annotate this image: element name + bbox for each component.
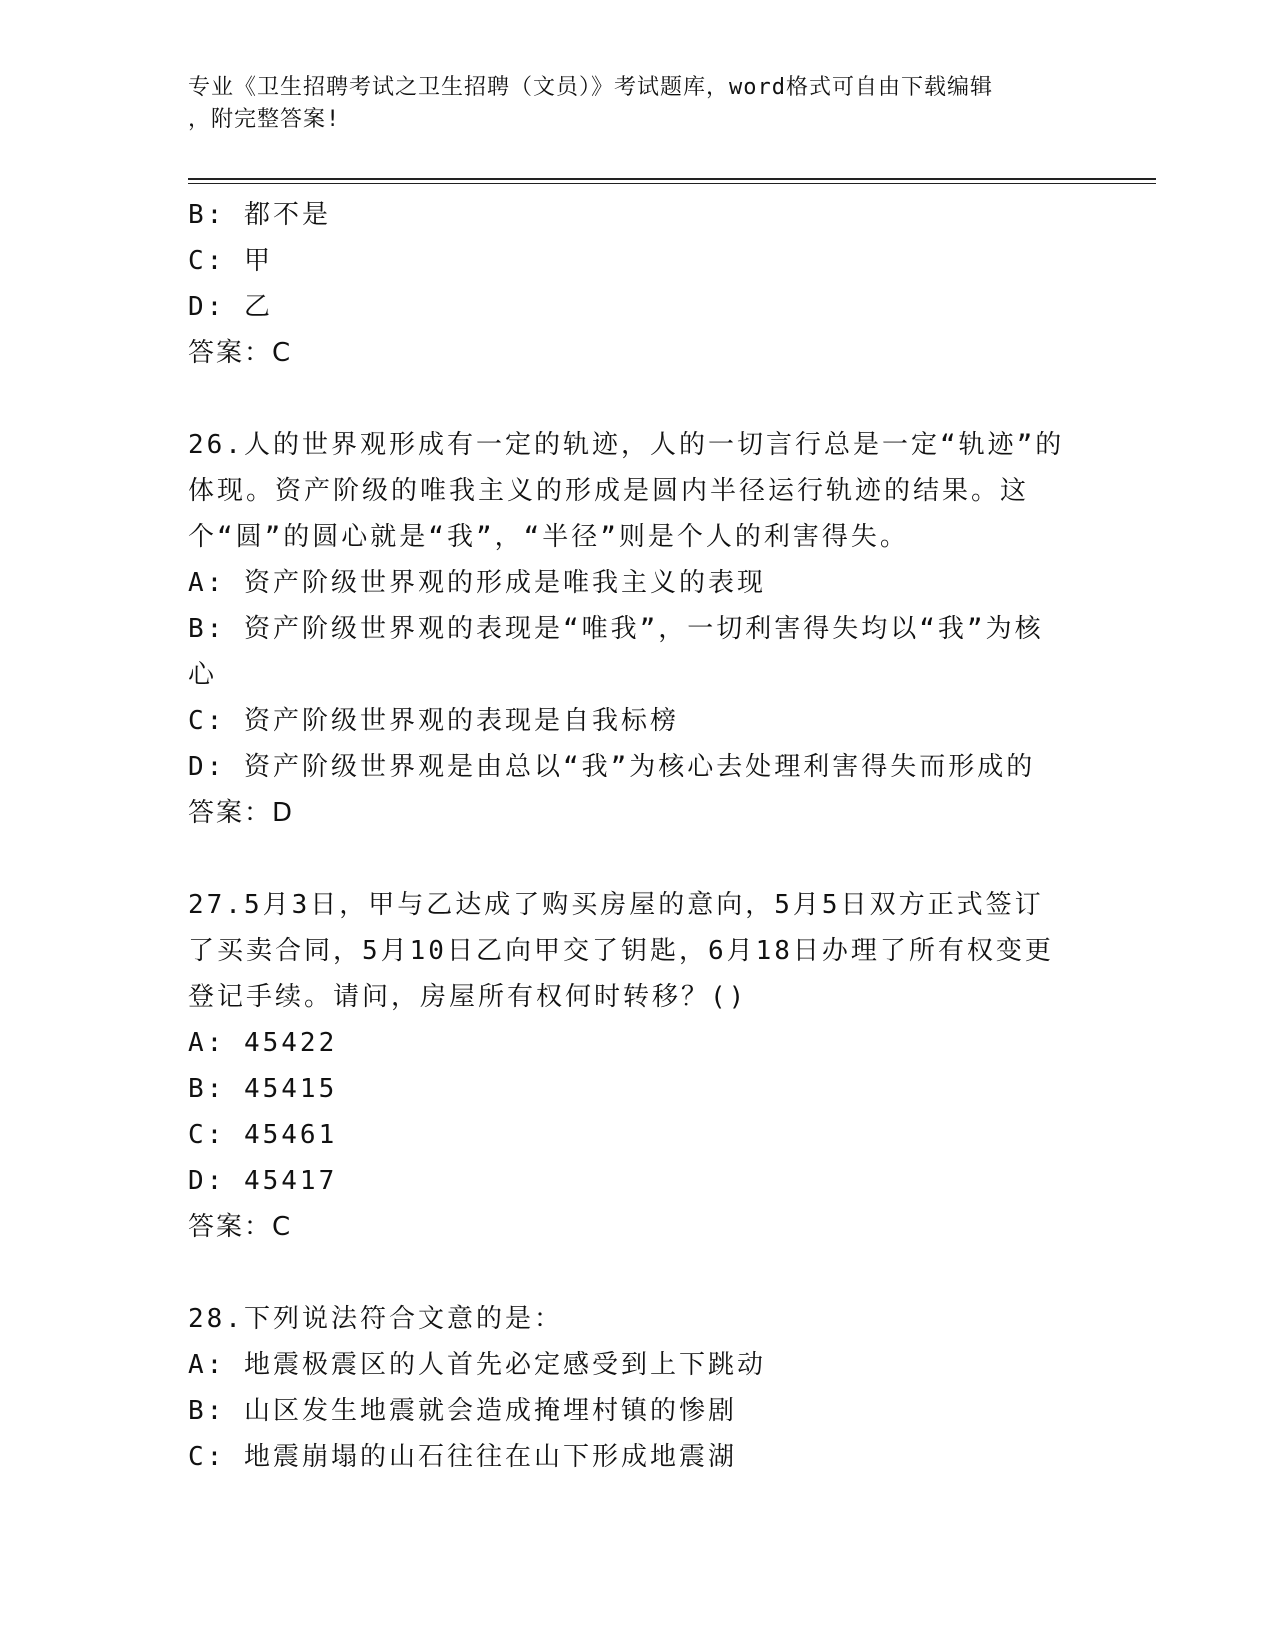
header-line-2: ，附完整答案! <box>188 107 341 132</box>
spacer <box>188 376 1088 422</box>
question-28 <box>188 1296 1088 1480</box>
option-b: B: 山区发生地震就会造成掩埋村镇的惨剧 <box>188 1396 737 1426</box>
header-divider-thin <box>188 183 1156 184</box>
answer-line: 答案：C <box>188 1212 293 1242</box>
option-b: B: 都不是 <box>188 200 331 230</box>
spacer <box>188 836 1088 882</box>
option-c: C: 45461 <box>188 1120 338 1150</box>
option-d: D: 资产阶级世界观是由总以“我”为核心去处理利害得失而形成的 <box>188 752 1036 782</box>
question-stem: 28.下列说法符合文意的是： <box>188 1304 563 1334</box>
option-b: B: 45415 <box>188 1074 338 1104</box>
answer-line: 答案：C <box>188 338 293 368</box>
spacer <box>188 1250 1088 1296</box>
option-c: C: 资产阶级世界观的表现是自我标榜 <box>188 706 679 736</box>
option-d: D: 45417 <box>188 1166 338 1196</box>
question-25 <box>188 192 1088 376</box>
option-a: A: 45422 <box>188 1028 338 1058</box>
question-stem: 27.5月3日，甲与乙达成了购买房屋的意向，5月5日双方正式签订了买卖合同，5月10日乙向甲交了钥匙，6月18日办理了所有权变更登记手续。请问，房屋所有权何时转移？() <box>188 890 1054 1012</box>
answer-line: 答案：D <box>188 798 295 828</box>
option-c: C: 甲 <box>188 246 273 276</box>
option-a: A: 地震极震区的人首先必定感受到上下跳动 <box>188 1350 766 1380</box>
document-header <box>188 72 1088 136</box>
question-27 <box>188 882 1088 1250</box>
option-a: A: 资产阶级世界观的形成是唯我主义的表现 <box>188 568 766 598</box>
option-b: B: 资产阶级世界观的表现是“唯我”，一切利害得失均以“我”为核心 <box>188 614 1044 690</box>
header-divider-thick <box>188 178 1156 180</box>
question-list <box>188 192 1088 1480</box>
question-26 <box>188 422 1088 836</box>
option-c: C: 地震崩塌的山石往往在山下形成地震湖 <box>188 1442 737 1472</box>
header-line-1: 专业《卫生招聘考试之卫生招聘（文员）》考试题库，word格式可自由下载编辑 <box>188 75 993 100</box>
option-d: D: 乙 <box>188 292 273 322</box>
question-stem: 26.人的世界观形成有一定的轨迹，人的一切言行总是一定“轨迹”的体现。资产阶级的唯我主义的形成是圆内半径运行轨迹的结果。这个“圆”的圆心就是“我”，“半径”则是个人的利害得失。 <box>188 430 1065 552</box>
